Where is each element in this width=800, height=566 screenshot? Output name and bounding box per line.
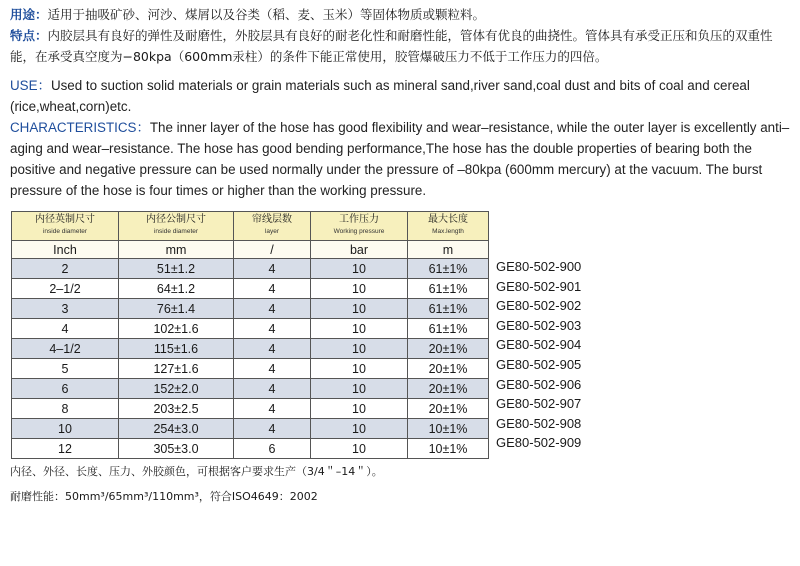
table-row [12, 339, 489, 359]
cell-m: 20±1% [408, 339, 489, 359]
cell-layer: 4 [234, 399, 311, 419]
usage-en-text: Used to suction solid materials or grain materials such as mineral sand,river sand,coal dust and bits of coal and cereal (rice,wheat,corn)etc. [10, 78, 750, 114]
spec-table [11, 211, 489, 459]
product-code: GE80-502-907 [496, 396, 582, 412]
table-row [12, 379, 489, 399]
cell-layer: 4 [234, 379, 311, 399]
usage-en-label: USE： [10, 78, 51, 93]
cell-bar: 10 [311, 299, 408, 319]
features-cn-label: 特点： [10, 28, 48, 43]
product-codes [496, 257, 581, 453]
features-en-text: The inner layer of the hose has good flexibility and wear–resistance, while the outer layer is excellently anti–aging and wear–resistance. The hose has good bending performance,The hose has the double properties of bearing both the positive and negative pressure can be used normally under the pressure of –80kpa (600mm mercury) at the vacuum. The burst pressure of the hose is four times or higher than the working pressure. [10, 120, 790, 198]
usage-cn-text: 适用于抽吸矿砂、河沙、煤屑以及谷类（稻、麦、玉米）等固体物质或颗粒料。 [47, 7, 486, 22]
cell-m: 20±1% [408, 359, 489, 379]
product-code: GE80-502-904 [496, 337, 582, 353]
cell-inch: 4 [12, 319, 119, 339]
cell-inch: 2–1/2 [12, 279, 119, 299]
table-row [12, 419, 489, 439]
cell-layer: 4 [234, 259, 311, 279]
features-en [10, 117, 792, 201]
cell-mm: 127±1.6 [119, 359, 234, 379]
cell-m: 61±1% [408, 299, 489, 319]
header-length: 最大长度 Max.length [408, 212, 489, 241]
table-row [12, 319, 489, 339]
header-mm: 内径公制尺寸 inside diameter [119, 212, 234, 241]
cell-layer: 4 [234, 299, 311, 319]
cell-layer: 4 [234, 319, 311, 339]
note-abrasion: 耐磨性能：50mm³/65mm³/110mm³，符合ISO4649：2002 [10, 490, 318, 503]
product-code: GE80-502-900 [496, 259, 582, 274]
cell-mm: 203±2.5 [119, 399, 234, 419]
cell-m: 10±1% [408, 419, 489, 439]
features-en-label: CHARACTERISTICS： [10, 120, 150, 135]
cell-inch: 2 [12, 259, 119, 279]
table-row [12, 259, 489, 279]
cell-m: 20±1% [408, 399, 489, 419]
features-cn [10, 25, 792, 67]
usage-cn-label: 用途： [10, 7, 48, 22]
cell-mm: 64±1.2 [119, 279, 234, 299]
header-pressure: 工作压力 Working pressure [311, 212, 408, 241]
product-code: GE80-502-908 [496, 415, 582, 431]
header-inch: 内径英制尺寸 inside diameter [12, 212, 119, 241]
unit-layer: / [234, 241, 311, 259]
cell-m: 10±1% [408, 439, 489, 459]
header-layer: 帘线层数 layer [234, 212, 311, 241]
product-code: GE80-502-902 [496, 298, 582, 314]
cell-mm: 305±3.0 [119, 439, 234, 459]
cell-mm: 115±1.6 [119, 339, 234, 359]
cell-mm: 51±1.2 [119, 259, 234, 279]
cell-bar: 10 [311, 259, 408, 279]
cell-mm: 152±2.0 [119, 379, 234, 399]
cell-m: 61±1% [408, 279, 489, 299]
unit-m: m [408, 241, 489, 259]
cell-inch: 10 [12, 419, 119, 439]
product-code: GE80-502-901 [496, 278, 582, 294]
cell-layer: 4 [234, 339, 311, 359]
usage-en [10, 75, 792, 117]
cell-inch: 6 [12, 379, 119, 399]
product-code: GE80-502-909 [496, 435, 582, 451]
cell-inch: 12 [12, 439, 119, 459]
cell-bar: 10 [311, 399, 408, 419]
table-row [12, 399, 489, 419]
cell-bar: 10 [311, 319, 408, 339]
features-cn-text: 内胶层具有良好的弹性及耐磨性，外胶层具有良好的耐老化性和耐磨性能，管体有优良的曲挠性。管体具有承受正压和负压的双重性能，在承受真空度为−80kpa（600mm汞柱）的条件下能正常使用，胶管爆破压力不低于工作压力的四倍。 [10, 28, 773, 64]
units-row [12, 241, 489, 259]
table-row [12, 359, 489, 379]
cell-m: 20±1% [408, 379, 489, 399]
cell-bar: 10 [311, 379, 408, 399]
cell-inch: 4–1/2 [12, 339, 119, 359]
table-row [12, 439, 489, 459]
product-code: GE80-502-905 [496, 356, 582, 372]
unit-bar: bar [311, 241, 408, 259]
cell-mm: 76±1.4 [119, 299, 234, 319]
cell-inch: 8 [12, 399, 119, 419]
cell-bar: 10 [311, 439, 408, 459]
cell-layer: 4 [234, 419, 311, 439]
cell-layer: 6 [234, 439, 311, 459]
table-row [12, 299, 489, 319]
product-code: GE80-502-903 [496, 317, 582, 333]
cell-bar: 10 [311, 419, 408, 439]
cell-m: 61±1% [408, 259, 489, 279]
cell-inch: 3 [12, 299, 119, 319]
cell-bar: 10 [311, 359, 408, 379]
cell-mm: 254±3.0 [119, 419, 234, 439]
cell-layer: 4 [234, 359, 311, 379]
cell-inch: 5 [12, 359, 119, 379]
usage-cn [10, 4, 792, 25]
product-code: GE80-502-906 [496, 376, 582, 392]
unit-inch: Inch [12, 241, 119, 259]
cell-m: 61±1% [408, 319, 489, 339]
note-custom: 内径、外径、长度、压力、外胶颜色，可根据客户要求生产（3/4＂–14＂）。 [10, 465, 383, 478]
table-row [12, 279, 489, 299]
table-header-row [12, 212, 489, 241]
cell-mm: 102±1.6 [119, 319, 234, 339]
cell-layer: 4 [234, 279, 311, 299]
cell-bar: 10 [311, 279, 408, 299]
unit-mm: mm [119, 241, 234, 259]
cell-bar: 10 [311, 339, 408, 359]
